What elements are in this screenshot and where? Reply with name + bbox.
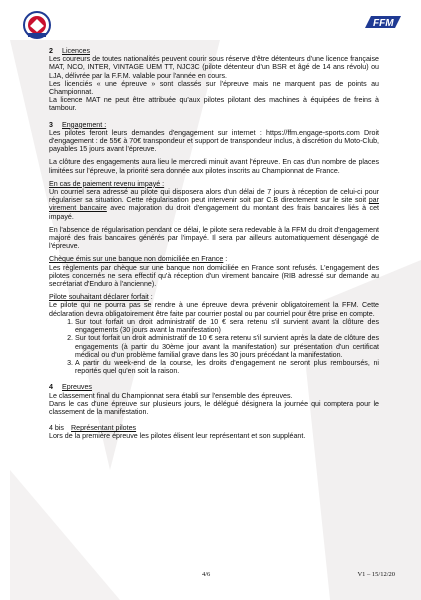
underlined-text: Chèque émis sur une banque non domiciliée en France [49, 255, 224, 264]
section-title: Engagement : [62, 120, 107, 129]
section-heading-engagement [49, 121, 379, 129]
section-number: 4 bis [49, 424, 64, 433]
paragraph: Les coureurs de toutes nationalités peuvent courir sous réserve d'être détenteurs d'une licence française MAT, NCO, INTER, VINTAGE UEM TT, NJC3C (pilote détenteur d'un BSR et âgé de 14 ans révolu) ou LJA, délivrée par la F.F.M. valable pour l'année en cours. [49, 55, 379, 80]
svg-text:FFM: FFM [373, 18, 394, 29]
paragraph: Le pilote qui ne pourra pas se rendre à une épreuve devra prévenir obligatoirement la FFM. Cette déclaration devra obligatoirement être faite par courrier postal ou par courriel pour être prise en compte. [49, 301, 379, 318]
section-number: 4 [49, 383, 53, 392]
ffm-logo-icon [363, 14, 403, 30]
document-body [49, 47, 379, 441]
underlined-text: par virement bancaire [49, 196, 379, 213]
section-title: Epreuves [62, 383, 92, 392]
section-title: Représentant pilotes [71, 424, 137, 433]
text-span: avec majoration du droit d'engagement du montant des frais bancaires liés à cet impayé. [49, 204, 380, 221]
paragraph: Les règlements par chèque sur une banque non domiciliée en France sont refusés. L'engagement des pilotes concernés ne sera effectif qu'à réception d'un virement bancaire (RIB adressé sur demande au secrétariat d'Enduro à l'ancienne). [49, 263, 379, 289]
paragraph: Le classement final du Championnat sera établi sur l'ensemble des épreuves. [49, 391, 293, 400]
championnat-logo-icon [22, 10, 52, 40]
subheading-forfait [49, 293, 379, 301]
section-heading-licences [49, 47, 379, 55]
page-number: 4/6 [202, 571, 211, 578]
section-number: 3 [49, 120, 53, 129]
paragraph: Les pilotes feront leurs demandes d'engagement sur internet : https://ffm.engage-sports.com Droit d'engagement : de 55€ à 70€ transpondeur et support de transpondeur inclus, à discrétion du Moto-Club, payables 15 jours avant l'épreuve. [49, 128, 379, 154]
paragraph [49, 188, 379, 221]
list-item: 1. Sur tout forfait un droit administratif de 10 € sera retenu s'il survient avant la clôture des engagements (30 jours avant la manifestation) [75, 318, 379, 334]
ffm-logo [363, 14, 403, 30]
subheading-impaye: En cas de paiement revenu impayé : [49, 179, 165, 188]
section-title: Licences [62, 47, 90, 55]
paragraph: La licence MAT ne peut être attribuée qu'aux pilotes pilotant des machines à équipées de freins à tambour. [49, 96, 379, 113]
subheading-cheque [49, 255, 379, 263]
underlined-text: Pilote souhaitant déclarer forfait [49, 293, 149, 302]
version-label: V1 – 15/12/20 [357, 571, 395, 578]
list-item: 2. Sur tout forfait un droit administratif de 10 € sera retenu s'il survient après la date de clôture des engagements (à partir du 30ème jour avant la manifestation) sur présentation d'un certificat médical ou d'un problème familial grave dans les 30 jours précédant la manifestation. [75, 334, 379, 359]
section-heading-epreuves [49, 383, 379, 391]
paragraph: La clôture des engagements aura lieu le mercredi minuit avant l'épreuve. En cas d'un nombre de places limitées sur l'épreuve, la priorité sera donnée aux pilotes inscrits au Championnat de France. [49, 158, 379, 175]
paragraph: Les licenciés « une épreuve » sont classés sur l'épreuve mais ne marquent pas de points au Championnat. [49, 79, 379, 97]
text-span: : [148, 293, 153, 302]
section-heading-representant [49, 424, 379, 432]
forfait-list [49, 318, 379, 375]
paragraph: En l'absence de régularisation pendant ce délai, le pilote sera redevable à la FFM du droit d'engagement majoré des frais bancaires générés par l'impayé. Il sera par ailleurs automatiquement désengagé de l'épreuve. [49, 225, 379, 251]
section-number: 2 [49, 47, 53, 55]
text-span: : [223, 255, 228, 264]
paragraph: Dans le cas d'une épreuve sur plusieurs jours, le délégué désignera la journée qui comptera pour le classement de la manifestation. [49, 399, 379, 416]
text-span: Un courriel sera adressé au pilote qui disposera alors d'un délai de 7 jours à réception de celui-ci pour régulariser sa situation. Cette régularisation peut intervenir soit par C.B directement sur le site soit [49, 188, 379, 205]
paragraph: Lors de la première épreuve les pilotes élisent leur représentant et son suppléant. [49, 432, 306, 441]
list-item: 3. A partir du week-end de la course, les droits d'engagement ne seront plus remboursés, ni reportés quel qu'en soit la raison. [75, 359, 379, 375]
